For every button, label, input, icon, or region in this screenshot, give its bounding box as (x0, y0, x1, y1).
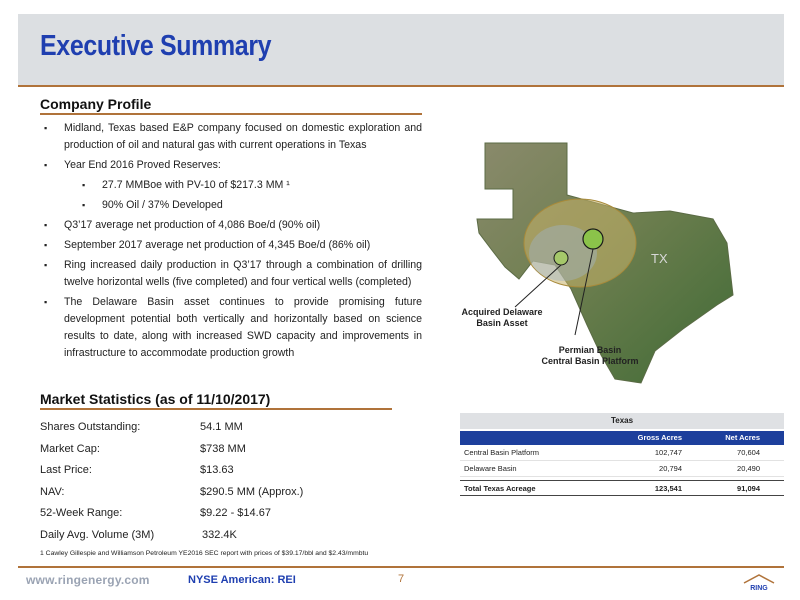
bullet-item: ▪ Q3’17 average net production of 4,086 Boe/d (90% oil) (40, 217, 422, 234)
delaware-caption-line-1: Acquired Delaware (461, 307, 543, 317)
footer-website-link[interactable]: www.ringenergy.com (26, 573, 150, 587)
logo-roof-mark (744, 575, 774, 583)
row-label: Delaware Basin (464, 464, 517, 473)
total-net-acres: 91,094 (737, 484, 760, 493)
texas-map (455, 133, 755, 393)
market-statistics-rule (40, 408, 392, 410)
stat-value: $13.63 (200, 464, 234, 476)
bullet-item: ▪ September 2017 average net production of 4,345 Boe/d (86% oil) (40, 237, 422, 254)
header-net-acres: Net Acres (725, 433, 760, 442)
stat-label: Last Price: (40, 464, 92, 476)
stat-value: 332.4K (202, 528, 237, 541)
ring-logo (742, 574, 776, 592)
acreage-table-title: Texas (460, 413, 784, 429)
stat-label: 52-Week Range: (40, 507, 123, 519)
sub-bullet-item: ▪ 27.7 MMBoe with PV-10 of $217.3 MM ¹ (40, 177, 422, 194)
total-label: Total Texas Acreage (464, 484, 536, 493)
bullet-item: ▪ Ring increased daily production in Q3’17 through a combination of drilling twelve horizontal wells (five completed) and four vertical wells (completed) (40, 257, 422, 291)
header-gross-acres: Gross Acres (637, 433, 682, 442)
delaware-asset-marker (554, 251, 568, 265)
row-gross-acres: 20,794 (659, 464, 682, 473)
stat-value: $9.22 - $14.67 (200, 507, 271, 519)
permian-caption-line-2: Central Basin Platform (541, 356, 639, 366)
logo-text: RING (750, 585, 768, 592)
market-statistics-heading: Market Statistics (as of 11/10/2017) (40, 391, 271, 407)
delaware-caption-line-2: Basin Asset (476, 318, 528, 328)
delaware-basin-caption (457, 307, 547, 329)
company-profile-heading: Company Profile (40, 96, 152, 112)
central-basin-platform-marker (583, 229, 603, 249)
table-total-row (460, 480, 784, 496)
stat-label: NAV: (40, 485, 65, 498)
stat-label: Shares Outstanding: (40, 421, 141, 433)
stat-value: $738 MM (200, 442, 246, 455)
table-row (460, 445, 784, 461)
row-label: Central Basin Platform (464, 448, 540, 457)
acreage-table-header (460, 431, 784, 445)
bullet-item: ▪ The Delaware Basin asset continues to provide promising future development potential both vertically and horizontally based on science results to date, along with increased SWD capacity and improvements in infrastructure to accommodate production growth (40, 294, 422, 362)
row-net-acres: 20,490 (737, 464, 760, 473)
stat-value: $290.5 MM (Approx.) (200, 485, 304, 498)
company-profile-bullets (40, 120, 422, 365)
table-row (460, 461, 784, 477)
map-state-label: TX (651, 251, 668, 266)
page-title: Executive Summary (40, 30, 272, 62)
company-profile-rule (40, 113, 422, 115)
total-gross-acres: 123,541 (654, 484, 682, 493)
stat-label: Market Cap: (40, 442, 100, 455)
footer-ticker: NYSE American: REI (188, 574, 296, 586)
permian-caption-line-1: Permian Basin (558, 345, 622, 355)
row-gross-acres: 102,747 (654, 448, 682, 457)
stat-value: 54.1 MM (200, 421, 243, 433)
bullet-item: ▪ Year End 2016 Proved Reserves: (40, 157, 422, 174)
footer-divider (18, 566, 784, 568)
header-divider (18, 85, 784, 87)
permian-basin-caption (525, 345, 655, 367)
acreage-table (460, 413, 784, 496)
footnote: 1 Cawley Gillespie and Williamson Petroleum YE2016 SEC report with prices of $39.17/bbl and $2.43/mmbtu (40, 550, 369, 557)
page-number: 7 (398, 573, 405, 585)
row-net-acres: 70,604 (737, 448, 760, 457)
sub-bullet-item: ▪ 90% Oil / 37% Developed (40, 197, 422, 214)
bullet-item: ▪ Midland, Texas based E&P company focused on domestic exploration and production of oil and natural gas with current operations in Texas (40, 120, 422, 154)
stat-label: Daily Avg. Volume (3M) (40, 528, 155, 541)
